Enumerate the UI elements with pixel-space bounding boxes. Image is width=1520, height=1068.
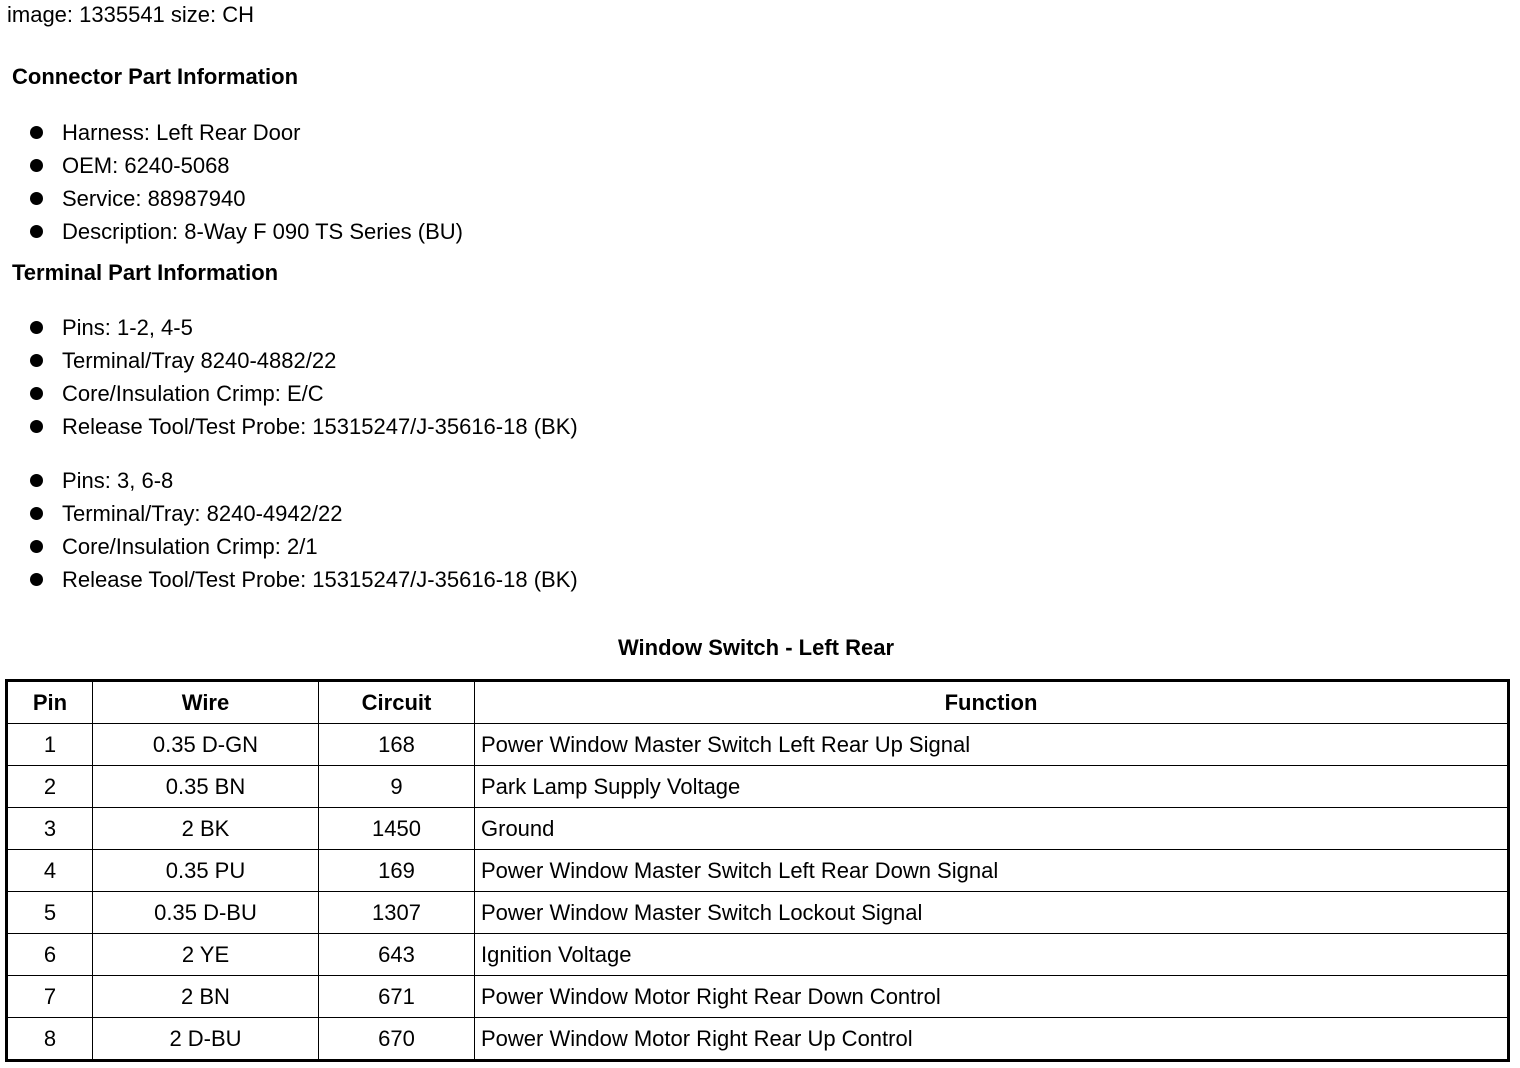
cell-circuit: 643 <box>319 934 475 976</box>
list-item-text: Pins: 3, 6-8 <box>62 468 174 493</box>
header-pin: Pin <box>7 681 93 724</box>
cell-wire: 0.35 D-BU <box>93 892 319 934</box>
connector-part-heading: Connector Part Information <box>12 64 299 89</box>
bullet-icon <box>30 126 43 139</box>
cell-function: Park Lamp Supply Voltage <box>475 766 1509 808</box>
cell-function: Ignition Voltage <box>475 934 1509 976</box>
table-row <box>7 850 1509 892</box>
bullet-icon <box>30 474 43 487</box>
cell-wire: 2 YE <box>93 934 319 976</box>
terminal-part-list-group-2 <box>30 464 578 596</box>
bullet-icon <box>30 540 43 553</box>
connector-part-list <box>30 116 463 248</box>
bullet-icon <box>30 573 43 586</box>
cell-wire: 2 BN <box>93 976 319 1018</box>
cell-wire: 0.35 PU <box>93 850 319 892</box>
cell-function: Power Window Master Switch Left Rear Down Signal <box>475 850 1509 892</box>
cell-circuit: 9 <box>319 766 475 808</box>
list-item <box>30 215 463 248</box>
list-item-text: Description: 8-Way F 090 TS Series (BU) <box>62 219 464 244</box>
table-row <box>7 934 1509 976</box>
header-function: Function <box>475 681 1509 724</box>
cell-pin: 1 <box>7 724 93 766</box>
cell-function: Power Window Master Switch Lockout Signal <box>475 892 1509 934</box>
table-row <box>7 808 1509 850</box>
cell-pin: 5 <box>7 892 93 934</box>
table-row <box>7 1018 1509 1061</box>
terminal-part-heading: Terminal Part Information <box>12 260 279 285</box>
cell-pin: 8 <box>7 1018 93 1061</box>
list-item-text: Pins: 1-2, 4-5 <box>62 315 193 340</box>
list-item-text: Harness: Left Rear Door <box>62 120 301 145</box>
list-item <box>30 530 578 563</box>
cell-function: Power Window Master Switch Left Rear Up Signal <box>475 724 1509 766</box>
cell-wire: 2 D-BU <box>93 1018 319 1061</box>
list-item <box>30 410 578 443</box>
image-meta-line: image: 1335541 size: CH <box>7 2 255 27</box>
table-title: Window Switch - Left Rear <box>617 635 895 660</box>
cell-circuit: 169 <box>319 850 475 892</box>
bullet-icon <box>30 354 43 367</box>
list-item <box>30 182 463 215</box>
list-item-text: Terminal/Tray 8240-4882/22 <box>62 348 337 373</box>
cell-pin: 2 <box>7 766 93 808</box>
list-item <box>30 344 578 377</box>
list-item <box>30 311 578 344</box>
header-circuit: Circuit <box>319 681 475 724</box>
cell-wire: 0.35 D-GN <box>93 724 319 766</box>
list-item-text: Core/Insulation Crimp: 2/1 <box>62 534 318 559</box>
cell-function: Ground <box>475 808 1509 850</box>
list-item <box>30 563 578 596</box>
list-item-text: Service: 88987940 <box>62 186 246 211</box>
cell-pin: 4 <box>7 850 93 892</box>
bullet-icon <box>30 159 43 172</box>
table-row <box>7 766 1509 808</box>
bullet-icon <box>30 387 43 400</box>
bullet-icon <box>30 192 43 205</box>
cell-circuit: 1450 <box>319 808 475 850</box>
list-item-text: Release Tool/Test Probe: 15315247/J-35616-18 (BK) <box>62 567 578 592</box>
list-item-text: Core/Insulation Crimp: E/C <box>62 381 324 406</box>
header-wire: Wire <box>93 681 319 724</box>
cell-pin: 6 <box>7 934 93 976</box>
cell-pin: 7 <box>7 976 93 1018</box>
cell-circuit: 671 <box>319 976 475 1018</box>
list-item <box>30 464 578 497</box>
pinout-table <box>5 679 1510 1062</box>
list-item <box>30 497 578 530</box>
cell-circuit: 670 <box>319 1018 475 1061</box>
table-row <box>7 892 1509 934</box>
bullet-icon <box>30 225 43 238</box>
table-row <box>7 976 1509 1018</box>
list-item <box>30 377 578 410</box>
cell-wire: 0.35 BN <box>93 766 319 808</box>
cell-circuit: 1307 <box>319 892 475 934</box>
cell-wire: 2 BK <box>93 808 319 850</box>
list-item-text: OEM: 6240-5068 <box>62 153 230 178</box>
cell-pin: 3 <box>7 808 93 850</box>
list-item-text: Terminal/Tray: 8240-4942/22 <box>62 501 343 526</box>
cell-circuit: 168 <box>319 724 475 766</box>
cell-function: Power Window Motor Right Rear Down Control <box>475 976 1509 1018</box>
list-item <box>30 149 463 182</box>
table-row <box>7 724 1509 766</box>
bullet-icon <box>30 507 43 520</box>
bullet-icon <box>30 321 43 334</box>
list-item-text: Release Tool/Test Probe: 15315247/J-35616-18 (BK) <box>62 414 578 439</box>
bullet-icon <box>30 420 43 433</box>
table-header-row <box>7 681 1509 724</box>
list-item <box>30 116 463 149</box>
cell-function: Power Window Motor Right Rear Up Control <box>475 1018 1509 1061</box>
terminal-part-list-group-1 <box>30 311 578 443</box>
